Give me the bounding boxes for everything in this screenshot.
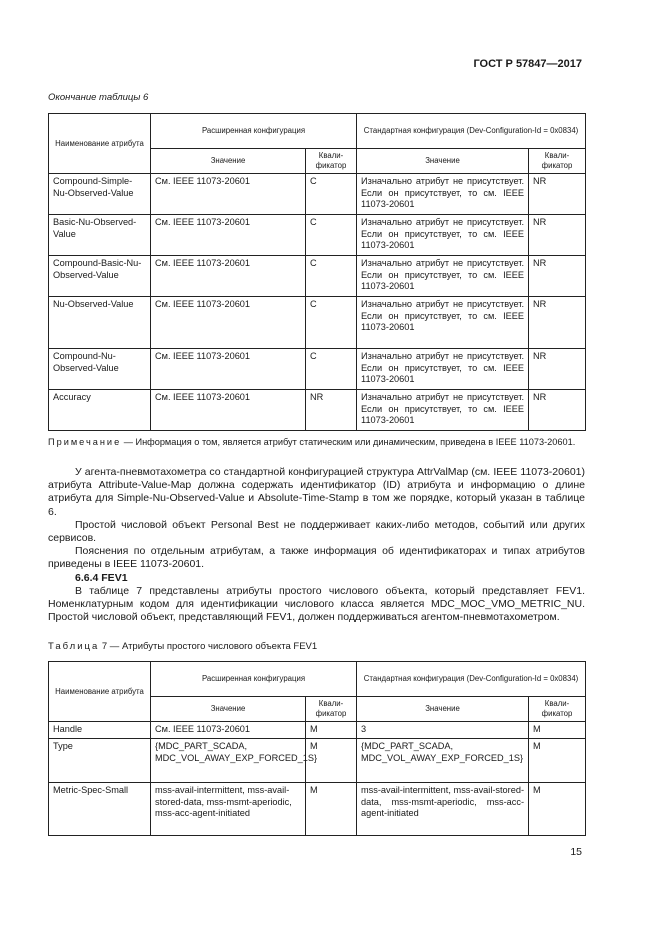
cell-ext-value: См. IEEE 11073-20601 bbox=[151, 722, 306, 739]
cell-attr-name: Metric-Spec-Small bbox=[49, 783, 151, 836]
note-text: — Информация о том, является атрибут статическим или динамическим, приведена в IEEE 11073-20601. bbox=[121, 437, 576, 447]
th-value: Значение bbox=[151, 697, 306, 722]
cell-ext-value: См. IEEE 11073-20601 bbox=[151, 390, 306, 431]
th-extended-config: Расширенная конфигурация bbox=[151, 662, 357, 697]
body-text bbox=[48, 466, 585, 624]
cell-std-value: Изначально атрибут не присутствует. Если он присутствует, то см. IEEE 11073-20601 bbox=[357, 390, 529, 431]
table-row bbox=[49, 297, 586, 349]
cell-std-value: Изначально атрибут не присутствует. Если он присутствует, то см. IEEE 11073-20601 bbox=[357, 297, 529, 349]
cell-std-qualifier: M bbox=[529, 722, 586, 739]
page-number: 15 bbox=[570, 846, 582, 858]
th-attr-name: Наименование атрибута bbox=[49, 114, 151, 174]
table-row bbox=[49, 722, 586, 739]
cell-ext-value: См. IEEE 11073-20601 bbox=[151, 215, 306, 256]
paragraph: Простой числовой объект Personal Best не поддерживает каких-либо методов, событий или других сервисов. bbox=[48, 518, 585, 545]
paragraph: У агента-пневмотахометра со стандартной конфигурацией структура AttrValMap (см. IEEE 11073-20601) атрибута Attribute-Value-Map должна содержать идентификатор (ID) атрибута и информацию о длине атрибута для Simple-Nu-Observed-Value и Absolute-Time-Stamp в том же порядке, который указан в таблице 6. bbox=[48, 466, 585, 518]
note-label: Примечание bbox=[48, 437, 122, 447]
th-qualifier-std: Квали-фикатор bbox=[529, 697, 586, 722]
table-row bbox=[49, 390, 586, 431]
cell-attr-name: Handle bbox=[49, 722, 151, 739]
cell-std-qualifier: NR bbox=[529, 174, 586, 215]
table7-caption bbox=[48, 641, 317, 652]
section-heading: 6.6.4 FEV1 bbox=[75, 571, 128, 584]
cell-ext-value: См. IEEE 11073-20601 bbox=[151, 256, 306, 297]
th-qualifier-std: Квали-фикатор bbox=[529, 149, 586, 174]
cell-attr-name: Compound-Basic-Nu-Observed-Value bbox=[49, 256, 151, 297]
paragraph: Пояснения по отдельным атрибутам, а также информация об идентификаторах и типах атрибутов приведены в IEEE 11073-20601. bbox=[48, 545, 585, 571]
cell-std-value: Изначально атрибут не присутствует. Если он присутствует, то см. IEEE 11073-20601 bbox=[357, 349, 529, 390]
cell-attr-name: Type bbox=[49, 739, 151, 783]
table7-caption-text: 7 — Атрибуты простого числового объекта FEV1 bbox=[99, 641, 318, 652]
cell-ext-qualifier: M bbox=[306, 783, 357, 836]
cell-ext-value: mss-avail-intermittent, mss-avail-stored-data, mss-msmt-aperiodic, mss-acc-agent-initiated bbox=[151, 783, 306, 836]
cell-std-value: Изначально атрибут не присутствует. Если он присутствует, то см. IEEE 11073-20601 bbox=[357, 174, 529, 215]
cell-ext-qualifier: C bbox=[306, 297, 357, 349]
cell-ext-qualifier: C bbox=[306, 349, 357, 390]
table-6 bbox=[48, 113, 586, 431]
table7-caption-label: Таблица bbox=[48, 641, 100, 652]
table-row bbox=[49, 174, 586, 215]
table-row bbox=[49, 349, 586, 390]
cell-ext-value: {MDC_PART_SCADA, MDC_VOL_AWAY_EXP_FORCED_1S} bbox=[151, 739, 306, 783]
cell-attr-name: Accuracy bbox=[49, 390, 151, 431]
th-value: Значение bbox=[151, 149, 306, 174]
table-row bbox=[49, 739, 586, 783]
cell-ext-value: См. IEEE 11073-20601 bbox=[151, 297, 306, 349]
cell-std-qualifier: NR bbox=[529, 215, 586, 256]
table-row bbox=[49, 783, 586, 836]
cell-attr-name: Nu-Observed-Value bbox=[49, 297, 151, 349]
cell-std-qualifier: NR bbox=[529, 390, 586, 431]
cell-std-qualifier: NR bbox=[529, 297, 586, 349]
cell-std-qualifier: M bbox=[529, 783, 586, 836]
th-qualifier: Квали-фикатор bbox=[306, 149, 357, 174]
cell-ext-qualifier: C bbox=[306, 256, 357, 297]
cell-std-qualifier: M bbox=[529, 739, 586, 783]
th-attr-name: Наименование атрибута bbox=[49, 662, 151, 722]
cell-ext-qualifier: M bbox=[306, 739, 357, 783]
cell-attr-name: Compound-Simple-Nu-Observed-Value bbox=[49, 174, 151, 215]
cell-std-qualifier: NR bbox=[529, 349, 586, 390]
cell-attr-name: Basic-Nu-Observed-Value bbox=[49, 215, 151, 256]
th-value-std: Значение bbox=[357, 697, 529, 722]
table-row bbox=[49, 215, 586, 256]
table-row bbox=[49, 256, 586, 297]
table6-caption: Окончание таблицы 6 bbox=[48, 92, 149, 103]
cell-ext-qualifier: M bbox=[306, 722, 357, 739]
cell-std-value: mss-avail-intermittent, mss-avail-stored-data, mss-msmt-aperiodic, mss-acc-agent-initiated bbox=[357, 783, 529, 836]
cell-std-value: Изначально атрибут не присутствует. Если он присутствует, то см. IEEE 11073-20601 bbox=[357, 256, 529, 297]
th-standard-config: Стандартная конфигурация (Dev-Configuration-Id = 0x0834) bbox=[357, 662, 586, 697]
th-value-std: Значение bbox=[357, 149, 529, 174]
cell-ext-value: См. IEEE 11073-20601 bbox=[151, 349, 306, 390]
table-7 bbox=[48, 661, 586, 836]
cell-std-qualifier: NR bbox=[529, 256, 586, 297]
th-qualifier: Квали-фикатор bbox=[306, 697, 357, 722]
cell-attr-name: Compound-Nu-Observed-Value bbox=[49, 349, 151, 390]
cell-ext-qualifier: C bbox=[306, 174, 357, 215]
document-id: ГОСТ Р 57847—2017 bbox=[473, 58, 582, 70]
cell-std-value: {MDC_PART_SCADA, MDC_VOL_AWAY_EXP_FORCED_1S} bbox=[357, 739, 529, 783]
cell-ext-qualifier: C bbox=[306, 215, 357, 256]
cell-std-value: 3 bbox=[357, 722, 529, 739]
th-extended-config: Расширенная конфигурация bbox=[151, 114, 357, 149]
cell-std-value: Изначально атрибут не присутствует. Если он присутствует, то см. IEEE 11073-20601 bbox=[357, 215, 529, 256]
cell-ext-value: См. IEEE 11073-20601 bbox=[151, 174, 306, 215]
paragraph: В таблице 7 представлены атрибуты простого числового объекта, который представляет FEV1. Номенклатурным кодом для идентификации числового класса является MDC_MOC_VMO_METRIC_NU. Простой числовой объект, представляющий FEV1, должен поддерживаться агентом-пневмотахометром. bbox=[48, 584, 585, 624]
cell-ext-qualifier: NR bbox=[306, 390, 357, 431]
table-note bbox=[48, 436, 585, 448]
th-standard-config: Стандартная конфигурация (Dev-Configuration-Id = 0x0834) bbox=[357, 114, 586, 149]
